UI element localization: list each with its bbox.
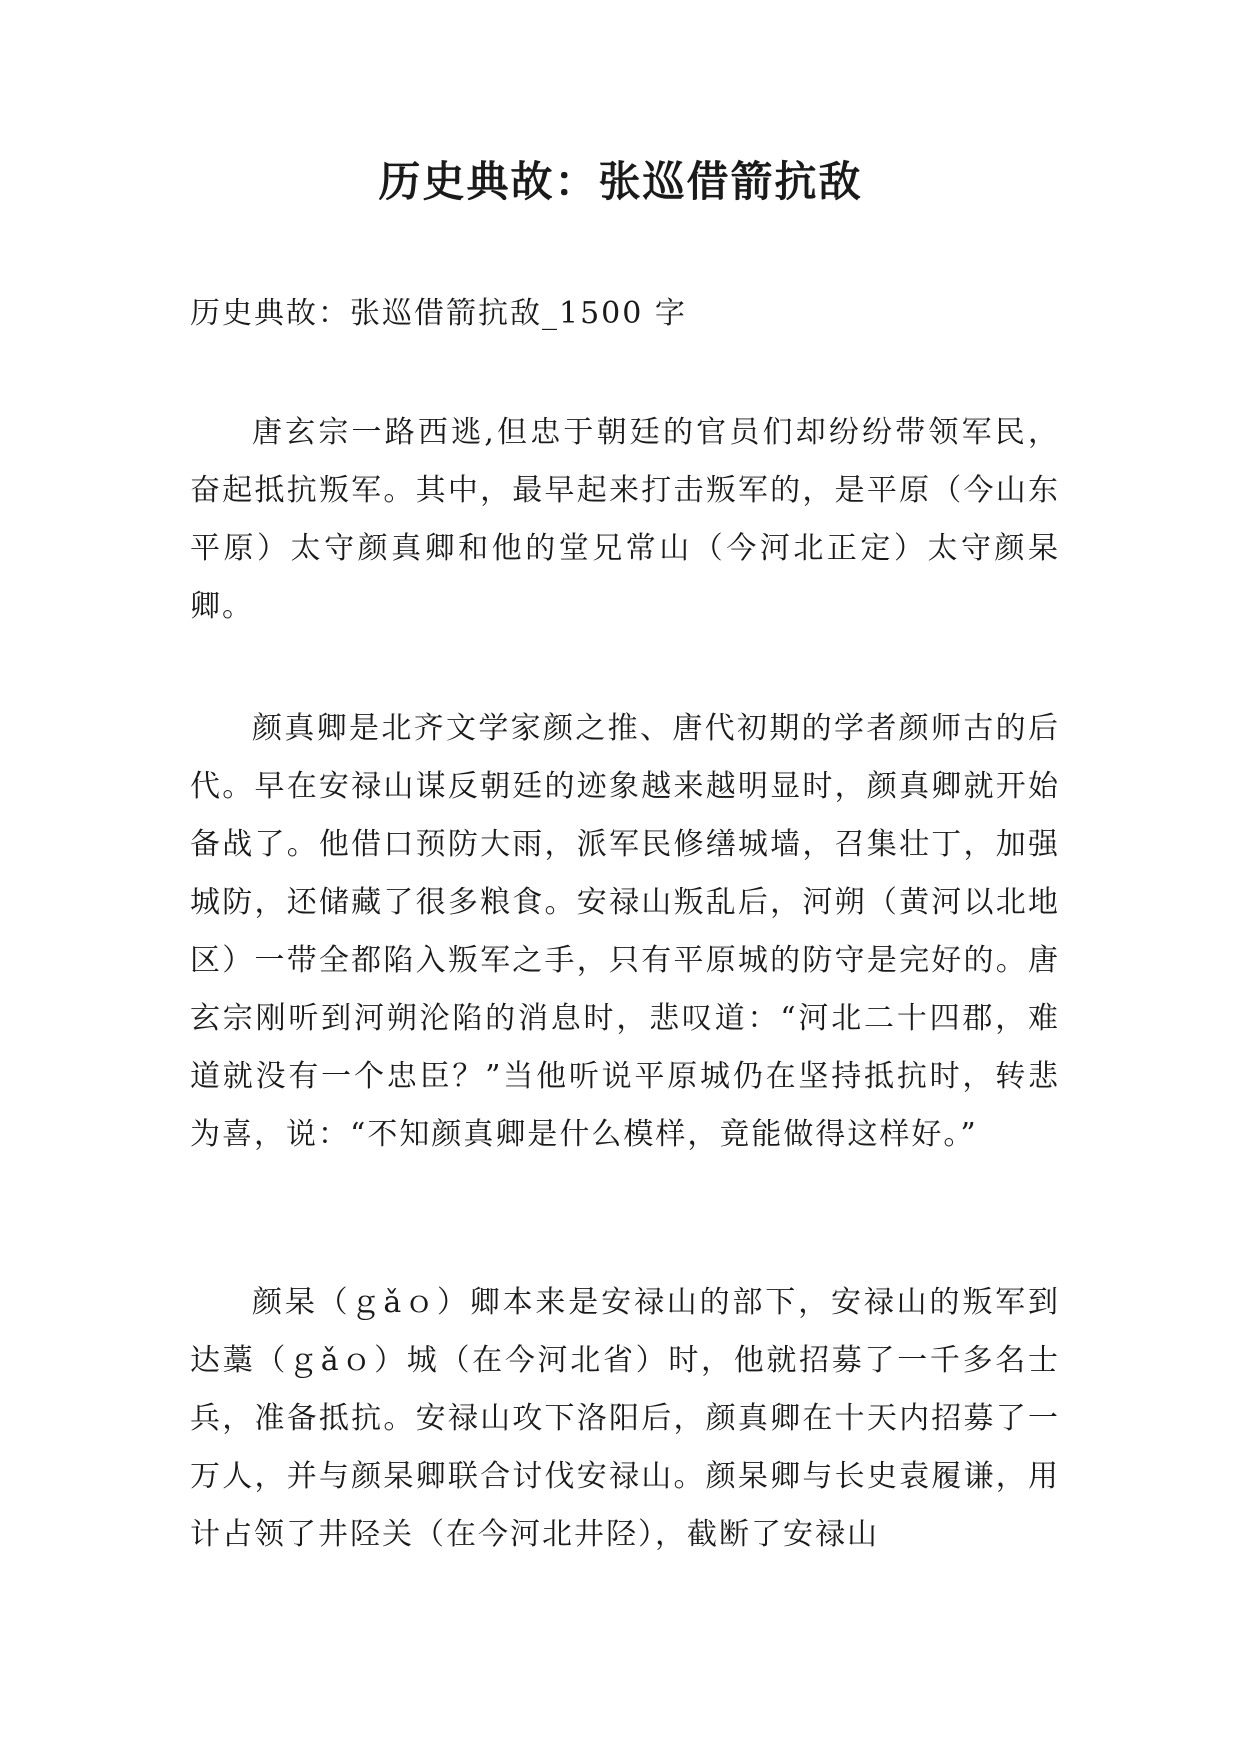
paragraph: 颜杲（ｇǎｏ）卿本来是安禄山的部下，安禄山的叛军到达藁（ｇǎｏ）城（在今河北省）时，他就招募了一千多名士兵，准备抵抗。安禄山攻下洛阳后，颜真卿在十天内招募了一万人，并与颜杲卿联合讨伐安禄山。颜杲卿与长史袁履谦，用计占领了井陉关（在今河北井陉），截断了安禄山 [190, 1285, 1060, 1552]
paragraph: 唐玄宗一路西逃,但忠于朝廷的官员们却纷纷带领军民，奋起抵抗叛军。其中，最早起来打击叛军的，是平原（今山东平原）太守颜真卿和他的堂兄常山（今河北正定）太守颜杲卿。 [190, 415, 1060, 624]
paragraph: 颜真卿是北齐文学家颜之推、唐代初期的学者颜师古的后代。早在安禄山谋反朝廷的迹象越来越明显时，颜真卿就开始备战了。他借口预防大雨，派军民修缮城墙，召集壮丁，加强城防，还储藏了很多粮食。安禄山叛乱后，河朔（黄河以北地区）一带全都陷入叛军之手，只有平原城的防守是完好的。唐玄宗刚听到河朔沦陷的消息时，悲叹道：“河北二十四郡，难道就没有一个忠臣？”当他听说平原城仍在坚持抵抗时，转悲为喜，说：“不知颜真卿是什么模样，竟能做得这样好。” [190, 711, 1060, 1152]
document-title: 历史典故：张巡借箭抗敌 [378, 157, 863, 206]
document-subtitle: 历史典故：张巡借箭抗敌_1500 字 [190, 296, 687, 331]
